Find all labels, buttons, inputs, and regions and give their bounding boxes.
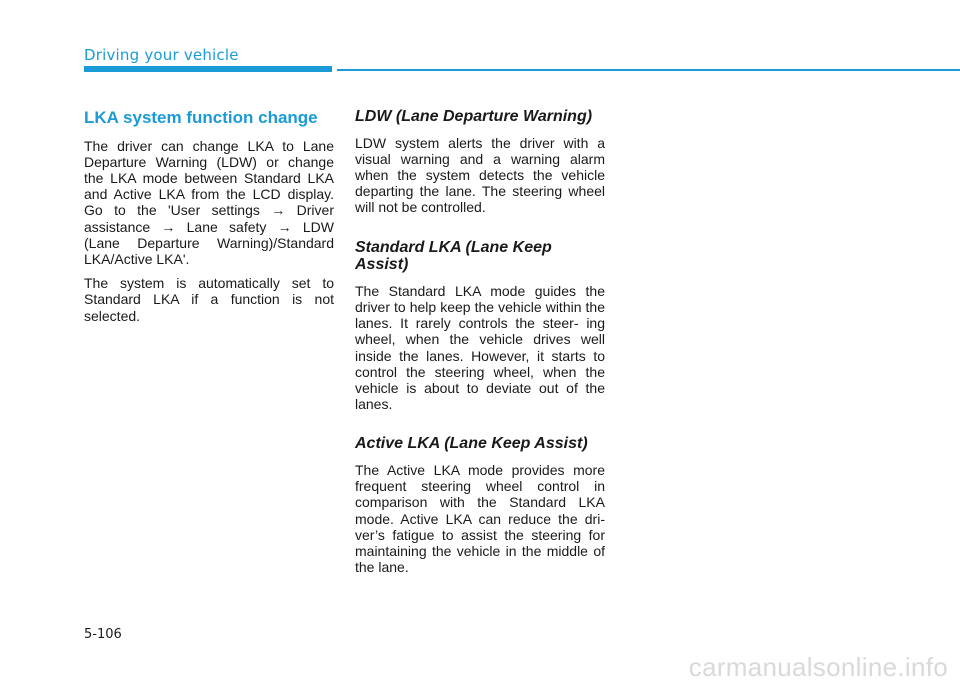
active-lka-paragraph: The Active LKA mode provides more frequent steering wheel control in comparison with the Standard LKA mode. Active LKA can reduce the dri- ver’s fatigue to assist the steering for maintaining the vehicle in the middle of the lane. <box>355 462 605 576</box>
ldw-heading: LDW (Lane Departure Warning) <box>355 108 593 125</box>
lka-change-paragraph: The driver can change LKA to Lane Departure Warning (LDW) or change the LKA mode between Standard LKA and Active LKA from the LCD display. Go to the 'User settings → Driver assistance → Lane safety → LDW (Lane Departure Warning)/Standard LKA/Active LKA'. <box>84 137 334 267</box>
standard-lka-section <box>355 239 605 413</box>
ldw-paragraph: LDW system alerts the driver with a visual warning and a warning alarm when the system detects the vehicle departing the lane. The steering wheel will not be controlled. <box>355 134 605 216</box>
lka-function-change-heading: LKA system function change <box>84 108 318 127</box>
header-rule-thin <box>337 69 960 71</box>
watermark-text: carmanualsonline.info <box>688 652 948 682</box>
left-column <box>84 108 334 332</box>
active-lka-heading: Active LKA (Lane Keep Assist) <box>355 435 588 453</box>
standard-lka-heading: Standard LKA (Lane Keep Assist) <box>355 238 552 274</box>
right-column <box>355 108 605 583</box>
header-rule-thick <box>84 66 332 72</box>
page-number: 5-106 <box>84 627 122 642</box>
section-header-title: Driving your vehicle <box>84 46 239 64</box>
active-lka-section <box>355 435 605 575</box>
lka-default-paragraph: The system is automatically set to Standard LKA if a function is not selected. <box>84 275 334 324</box>
standard-lka-paragraph: The Standard LKA mode guides the driver to help keep the vehicle within the lanes. It rarely controls the steer- ing wheel, when the vehicle drives well inside the lanes. However, it starts to control the steering wheel, when the vehicle is about to deviate out of the lanes. <box>355 282 605 413</box>
ldw-section <box>355 108 605 216</box>
